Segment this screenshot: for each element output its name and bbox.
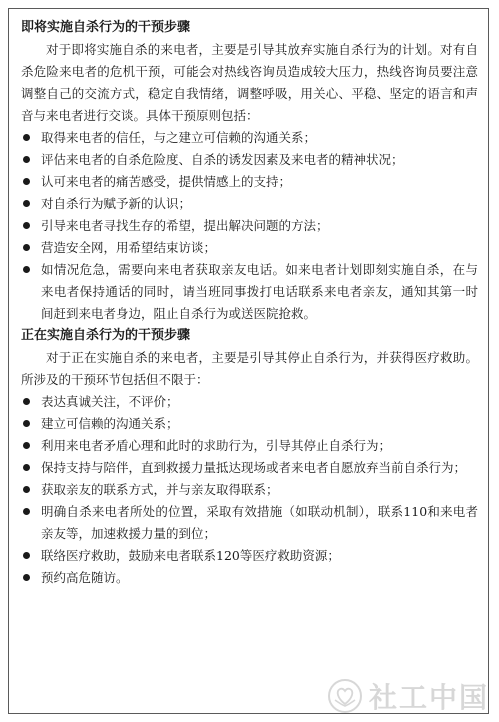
list-item: 取得来电者的信任，与之建立可信赖的沟通关系；	[21, 127, 478, 149]
list-item: 表达真诚关注，不评价；	[21, 391, 478, 413]
bullet-icon	[23, 574, 30, 581]
bullet-icon	[23, 486, 30, 493]
list-item: 联络医疗救助，鼓励来电者联系120等医疗救助资源；	[21, 545, 478, 567]
bullet-icon	[23, 508, 30, 515]
bullet-icon	[23, 420, 30, 427]
list-item: 建立可信赖的沟通关系；	[21, 413, 478, 435]
bullet-icon	[23, 178, 30, 185]
bullet-icon	[23, 398, 30, 405]
list-item: 利用来电者矛盾心理和此时的求助行为，引导其停止自杀行为；	[21, 435, 478, 457]
list-item: 获取亲友的联系方式，并与亲友取得联系；	[21, 479, 478, 501]
list-item: 认可来电者的痛苦感受，提供情感上的支持；	[21, 171, 478, 193]
bullet-icon	[23, 552, 30, 559]
list-item: 保持支持与陪伴，直到救援力量抵达现场或者来电者自愿放弃当前自杀行为；	[21, 457, 478, 479]
list-item: 如情况危急，需要向来电者获取亲友电话。如来电者计划即刻实施自杀，在与来电者保持通话的同时，请当班同事拨打电话联系来电者亲友，通知其第一时间赶到来电者身边，阻止自杀行为或送医院抢救。	[21, 259, 478, 325]
list-item: 预约高危随访。	[21, 567, 478, 589]
bullet-icon	[23, 222, 30, 229]
section-heading-ongoing: 正在实施自杀行为的干预步骤	[21, 328, 191, 343]
hands-heart-logo-icon	[327, 678, 363, 714]
steps-list-ongoing	[21, 391, 478, 589]
list-item: 引导来电者寻找生存的希望，提出解决问题的方法；	[21, 215, 478, 237]
list-item: 对自杀行为赋予新的认识；	[21, 193, 478, 215]
list-item: 评估来电者的自杀危险度、自杀的诱发因素及来电者的精神状况；	[21, 149, 478, 171]
bullet-icon	[23, 464, 30, 471]
bullet-icon	[23, 156, 30, 163]
list-item: 营造安全网，用希望结束访谈；	[21, 237, 478, 259]
watermark-text: 社工中国	[368, 681, 489, 714]
content-box	[8, 8, 489, 714]
bullet-icon	[23, 200, 30, 207]
principles-list-imminent	[21, 127, 478, 325]
bullet-icon	[23, 244, 30, 251]
bullet-icon	[23, 442, 30, 449]
section-heading-imminent: 即将实施自杀行为的干预步骤	[21, 20, 191, 35]
section-intro-ongoing: 对于正在实施自杀的来电者，主要是引导其停止自杀行为，并获得医疗救助。所涉及的干预环节包括但不限于：	[21, 350, 478, 387]
bullet-icon	[23, 266, 30, 273]
watermark	[327, 676, 489, 716]
section-intro-imminent: 对于即将实施自杀的来电者，主要是引导其放弃实施自杀行为的计划。对有自杀危险来电者的危机干预，可能会对热线咨询员造成较大压力，热线咨询员要注意调整自己的交流方式，稳定自我情绪，调整呼吸，用关心、平稳、坚定的语言和声音与来电者进行交谈。具体干预原则包括：	[21, 42, 478, 123]
list-item: 明确自杀来电者所处的位置，采取有效措施（如联动机制），联系110和来电者亲友等，加速救援力量的到位；	[21, 501, 478, 545]
bullet-icon	[23, 134, 30, 141]
